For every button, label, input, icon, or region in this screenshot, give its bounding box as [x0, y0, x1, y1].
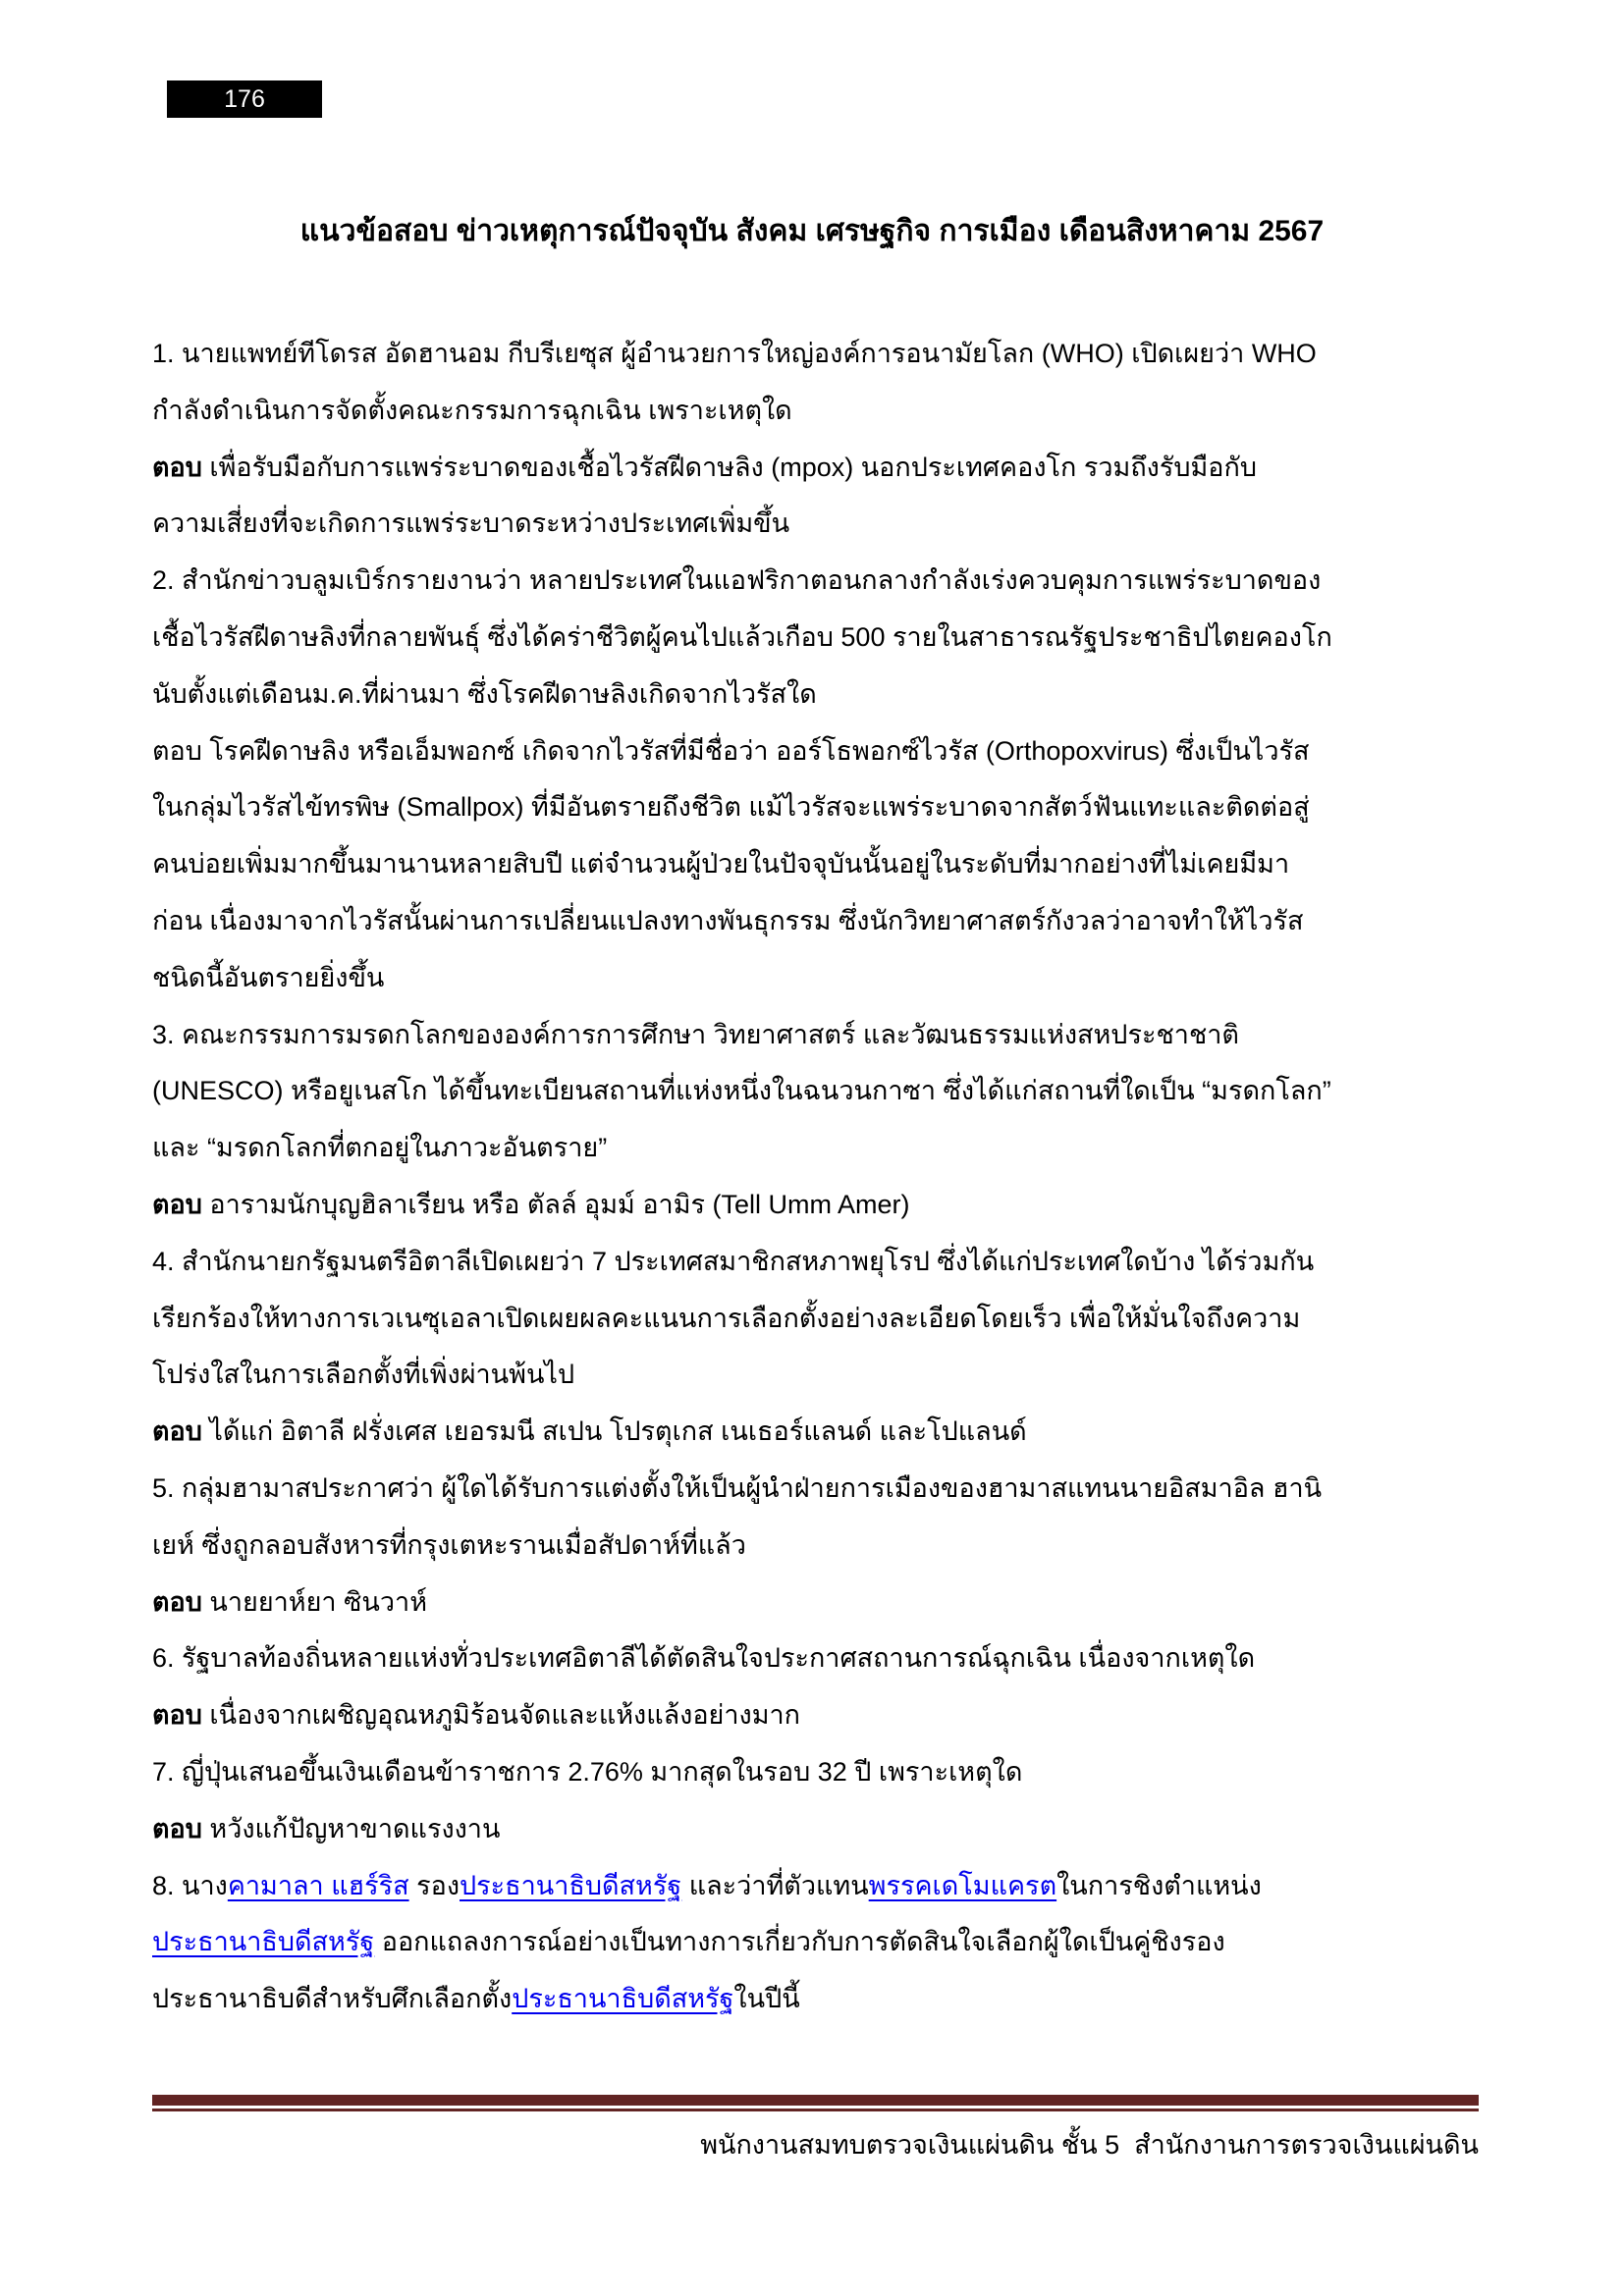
text-run: ได้แก่ อิตาลี ฝรั่งเศส เยอรมนี สเปน โปรตุเกส เนเธอร์แลนด์ และโปแลนด์ — [209, 1416, 1027, 1447]
text-line — [152, 1518, 1479, 1575]
footer-rule-thick — [152, 2095, 1479, 2106]
page-footer — [152, 2095, 1479, 2165]
hyperlink[interactable]: คามาลา แฮร์ริส — [227, 1870, 409, 1900]
text-line — [152, 1120, 1479, 1177]
text-line — [152, 1744, 1479, 1801]
text-run: ออกแถลงการณ์อย่างเป็นทางการเกี่ยวกับการตัดสินใจเลือกผู้ใดเป็นคู่ชิงรอง — [374, 1927, 1225, 1957]
hyperlink[interactable]: ประธานาธิบดีสหรัฐ — [460, 1870, 682, 1900]
text-run: และ “มรดกโลกที่ตกอยู่ในภาวะอันตราย” — [152, 1133, 608, 1163]
text-run: รอง — [408, 1870, 460, 1900]
text-line — [152, 326, 1479, 383]
text-run: อารามนักบุญฮิลาเรียน หรือ ตัลล์ อุมม์ อามิร (Tell Umm Amer) — [209, 1189, 910, 1219]
text-run: 3. คณะกรรมการมรดกโลกขององค์การการศึกษา วิทยาศาสตร์ และวัฒนธรรมแห่งสหประชาชาติ — [152, 1019, 1239, 1049]
text-run: ตอบ โรคฝีดาษลิง หรือเอ็มพอกซ์ เกิดจากไวรัสที่มีชื่อว่า ออร์โธพอกซ์ไวรัส (Orthopoxvirus) ซึ่งเป็นไวรัส — [152, 735, 1310, 766]
text-run: โปร่งใสในการเลือกตั้งที่เพิ่งผ่านพ้นไป — [152, 1360, 575, 1390]
text-run: ในปีนี้ — [733, 1984, 800, 2014]
text-line — [152, 1461, 1479, 1518]
text-line — [152, 723, 1479, 780]
answer-label: ตอบ — [152, 1586, 210, 1617]
text-run: ชนิดนี้อันตรายยิ่งขึ้น — [152, 962, 385, 992]
text-run: คนบ่อยเพิ่มมากขึ้นมานานหลายสิบปี แต่จำนวนผู้ป่วยในปัจจุบันนั้นอยู่ในระดับที่มากอย่างที่ไม่เคยมีมา — [152, 849, 1290, 880]
hyperlink[interactable]: พรรคเดโมแครต — [868, 1870, 1057, 1900]
text-line — [152, 440, 1479, 497]
text-line — [152, 1234, 1479, 1291]
answer-label: ตอบ — [152, 1189, 210, 1219]
text-run: นับตั้งแต่เดือนม.ค.ที่ผ่านมา ซึ่งโรคฝีดาษลิงเกิดจากไวรัสใด — [152, 678, 817, 709]
document-body — [152, 326, 1479, 2028]
text-line — [152, 1575, 1479, 1631]
footer-text: พนักงานสมทบตรวจเงินแผ่นดิน ชั้น 5 สำนักงานการตรวจเงินแผ่นดิน — [700, 2130, 1479, 2160]
text-line — [152, 893, 1479, 950]
text-line — [152, 1858, 1479, 1915]
text-line — [152, 667, 1479, 723]
text-line — [152, 496, 1479, 553]
text-run: 1. นายแพทย์ทีโดรส อัดฮานอม กีบรีเยซุส ผู้อำนวยการใหญ่องค์การอนามัยโลก (WHO) เปิดเผยว่า WHO — [152, 339, 1317, 368]
text-run: กำลังดำเนินการจัดตั้งคณะกรรมการฉุกเฉิน เพราะเหตุใด — [152, 395, 792, 425]
answer-label: ตอบ — [152, 452, 210, 482]
text-line — [152, 950, 1479, 1007]
footer-divider — [152, 2095, 1479, 2111]
text-line — [152, 1914, 1479, 1971]
text-line — [152, 1801, 1479, 1858]
text-run: ในกลุ่มไวรัสไข้ทรพิษ (Smallpox) ที่มีอันตรายถึงชีวิต แม้ไวรัสจะแพร่ระบาดจากสัตว์ฟันแทะและติดต่อสู่ — [152, 792, 1310, 823]
text-run: 5. กลุ่มฮามาสประกาศว่า ผู้ใดได้รับการแต่งตั้งให้เป็นผู้นำฝ่ายการเมืองของฮามาสแทนนายอิสมาอิล ฮานิ — [152, 1472, 1323, 1503]
hyperlink[interactable]: ประธานาธิบดีสหรัฐ — [152, 1927, 375, 1957]
text-line — [152, 1063, 1479, 1120]
text-run: (UNESCO) หรือยูเนสโก ได้ขึ้นทะเบียนสถานที่แห่งหนึ่งในฉนวนกาซา ซึ่งได้แก่สถานที่ใดเป็น “มรดกโลก” — [152, 1076, 1331, 1106]
text-line — [152, 1347, 1479, 1404]
text-run: เพื่อรับมือกับการแพร่ระบาดของเชื้อไวรัสฝีดาษลิง (mpox) นอกประเทศคองโก รวมถึงรับมือกับ — [209, 452, 1257, 482]
text-line — [152, 553, 1479, 610]
text-run: 6. รัฐบาลท้องถิ่นหลายแห่งทั่วประเทศอิตาลีได้ตัดสินใจประกาศสถานการณ์ฉุกเฉิน เนื่องจากเหตุใด — [152, 1643, 1256, 1674]
text-line — [152, 836, 1479, 893]
text-run: และว่าที่ตัวแทน — [681, 1870, 869, 1900]
text-line — [152, 1630, 1479, 1687]
text-run: หวังแก้ปัญหาขาดแรงงาน — [209, 1813, 501, 1843]
text-run: ในการชิงตำแหน่ง — [1056, 1870, 1262, 1900]
footer-rule-thin — [152, 2109, 1479, 2111]
text-run: ก่อน เนื่องมาจากไวรัสนั้นผ่านการเปลี่ยนแปลงทางพันธุกรรม ซึ่งนักวิทยาศาสตร์กังวลว่าอาจทำให้ไวรัส — [152, 905, 1304, 935]
text-run: เยห์ ซึ่งถูกลอบสังหารที่กรุงเตหะรานเมื่อสัปดาห์ที่แล้ว — [152, 1529, 746, 1560]
answer-label: ตอบ — [152, 1813, 210, 1843]
text-run: 2. สำนักข่าวบลูมเบิร์กรายงานว่า หลายประเทศในแอฟริกาตอนกลางกำลังเร่งควบคุมการแพร่ระบาดของ — [152, 565, 1322, 596]
text-line — [152, 1971, 1479, 2028]
answer-label: ตอบ — [152, 1700, 210, 1731]
hyperlink[interactable]: ประธานาธิบดีสหรัฐ — [512, 1984, 734, 2014]
page-number: 176 — [224, 84, 265, 113]
text-run: ความเสี่ยงที่จะเกิดการแพร่ระบาดระหว่างประเทศเพิ่มขึ้น — [152, 508, 790, 539]
page-title: แนวข้อสอบ ข่าวเหตุการณ์ปัจจุบัน สังคม เศรษฐกิจ การเมือง เดือนสิงหาคาม 2567 — [299, 215, 1325, 247]
text-line — [152, 779, 1479, 836]
text-line — [152, 383, 1479, 440]
text-line — [152, 1291, 1479, 1348]
text-run: เชื้อไวรัสฝีดาษลิงที่กลายพันธุ์ ซึ่งได้คร่าชีวิตผู้คนไปแล้วเกือบ 500 รายในสาธารณรัฐประชาธิปไตยคองโก — [152, 621, 1332, 652]
text-run: เนื่องจากเผชิญอุณหภูมิร้อนจัดและแห้งแล้งอย่างมาก — [209, 1700, 801, 1731]
text-run: นายยาห์ยา ซินวาห์ — [209, 1586, 427, 1617]
text-line — [152, 1404, 1479, 1461]
answer-label: ตอบ — [152, 1416, 210, 1447]
text-run: 7. ญี่ปุ่นเสนอขึ้นเงินเดือนข้าราชการ 2.76% มากสุดในรอบ 32 ปี เพราะเหตุใด — [152, 1756, 1023, 1787]
text-line — [152, 1687, 1479, 1744]
page-number-box — [167, 80, 322, 118]
text-line — [152, 610, 1479, 667]
text-line — [152, 1177, 1479, 1234]
text-run: เรียกร้องให้ทางการเวเนซุเอลาเปิดเผยผลคะแนนการเลือกตั้งอย่างละเอียดโดยเร็ว เพื่อให้มั่นใจถึงความ — [152, 1303, 1301, 1333]
text-line — [152, 1007, 1479, 1064]
text-run: ประธานาธิบดีสำหรับศึกเลือกตั้ง — [152, 1984, 513, 2014]
text-run: 4. สำนักนายกรัฐมนตรีอิตาลีเปิดเผยว่า 7 ประเทศสมาชิกสหภาพยุโรป ซึ่งได้แก่ประเทศใดบ้าง ได้ร่วมกัน — [152, 1246, 1315, 1276]
text-run: 8. นาง — [152, 1870, 228, 1900]
